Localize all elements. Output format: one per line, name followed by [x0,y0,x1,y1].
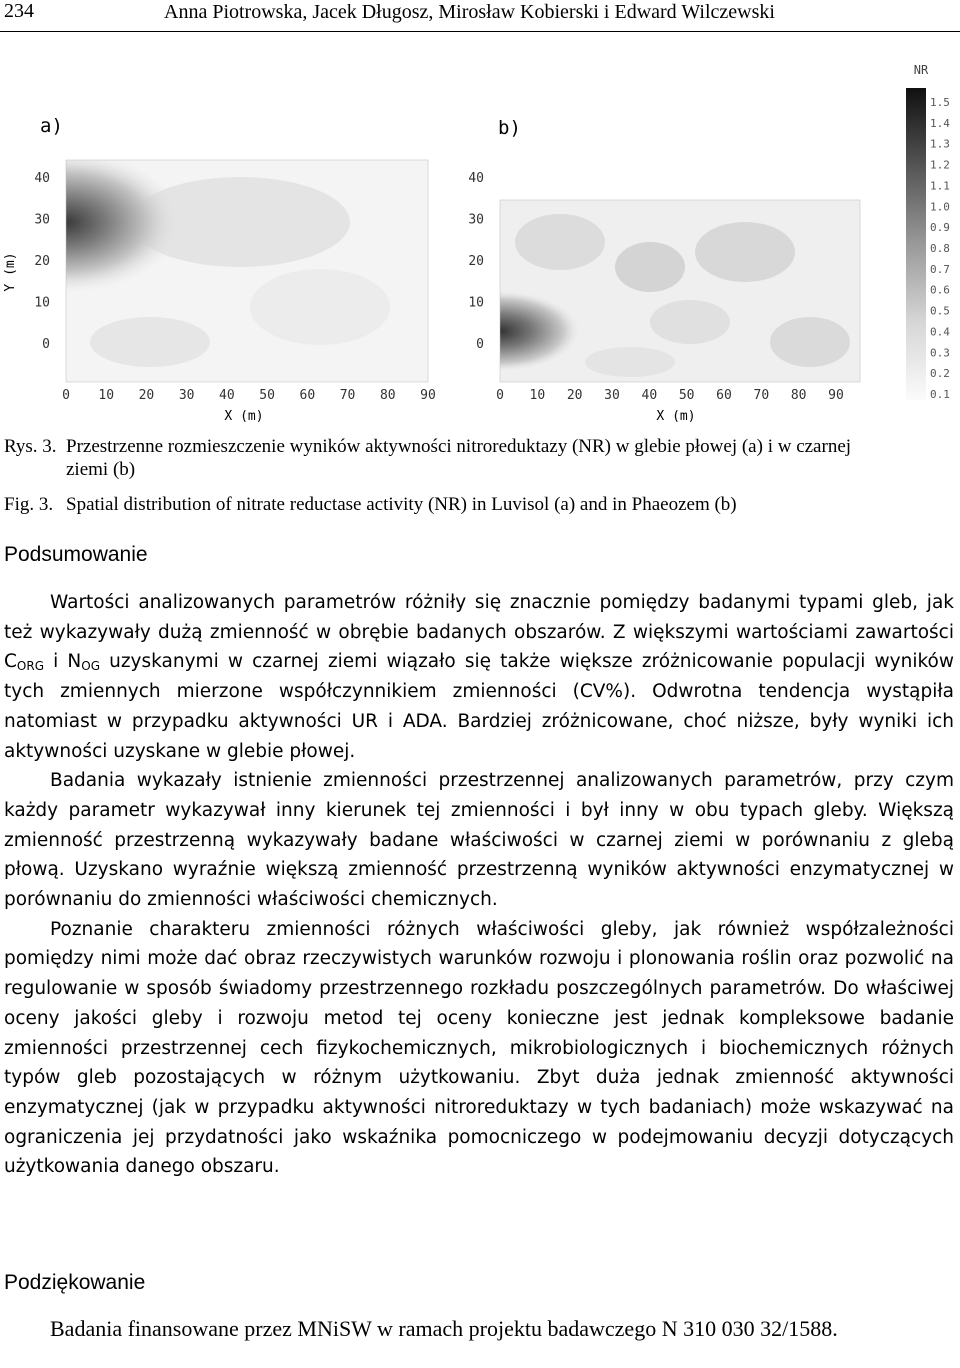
running-header [0,0,960,32]
colorbar-tick-label: 0.7 [930,262,950,276]
colorbar-tick-label: 1.1 [930,179,950,193]
panel-b-map [500,200,860,382]
colorbar-ticks [930,96,950,401]
paragraph-2: Badania wykazały istnienie zmienności przestrzennej analizowanych parametrów, przy czym każdy parametr wykazywał inny kierunek tej zmienności i był inny w obu typach gleby. Większą zmienność przestrzenną wykazywały badane właściwości w czarnej ziemi w porównaniu z glebą płową. Uzyskano wyraźnie większą zmienność przestrzenną wyników aktywności enzymatycznej w porównaniu do zmienności właściwości chemicznych. [4,770,954,911]
y-tick-label: 40 [34,171,50,186]
colorbar-tick-label: 0.8 [930,242,950,255]
x-tick-label: 80 [790,388,807,403]
x-tick-label: 90 [828,388,844,403]
section-title-acknowledgements: Podziękowanie [4,1271,146,1294]
panel-a-x-ticks [62,388,436,403]
colorbar-tick-label: 0.3 [930,346,950,360]
section-title-summary: Podsumowanie [4,543,148,566]
x-tick-label: 40 [219,388,235,403]
x-tick-label: 50 [259,388,275,403]
caption-english-text: Spatial distribution of nitrate reductase activity (NR) in Luvisol (a) and in Phaeozem (b) [66,494,737,515]
x-tick-label: 70 [339,388,356,403]
header-authors: Anna Piotrowska, Jacek Długosz, Mirosław Kobierski i Edward Wilczewski [164,1,775,23]
x-tick-label: 80 [379,388,396,403]
x-tick-label: 60 [716,388,732,403]
subscript-og: OG [81,659,100,674]
colorbar [906,88,926,400]
y-tick-label: 10 [468,295,484,311]
acknowledgements-text: Badania finansowane przez MNiSW w ramach projektu badawczego N 310 030 32/1588. [50,1316,838,1341]
x-tick-label: 60 [299,388,316,403]
x-tick-label: 10 [98,388,115,403]
x-tick-label: 70 [753,388,770,403]
caption-polish-line2: ziemi (b) [66,459,136,480]
colorbar-title: NR [913,63,929,77]
caption-polish-line1: Przestrzenne rozmieszczenie wyników aktywności nitroreduktazy (NR) w glebie płowej (a) i w czarnej [66,436,852,457]
y-tick-label: 30 [468,212,484,228]
x-tick-label: 50 [678,388,695,403]
y-tick-label: 40 [468,171,484,186]
x-tick-label: 0 [62,388,70,403]
colorbar-tick-label: 0.1 [930,388,950,401]
colorbar-tick-label: 0.2 [930,367,950,381]
x-tick-label: 40 [641,388,658,403]
x-tick-label: 0 [496,388,504,403]
panel-b-x-label: X (m) [656,409,696,422]
caption-english [4,493,956,516]
colorbar-tick-label: 0.5 [930,304,950,318]
x-tick-label: 30 [178,388,195,403]
header-rule [0,31,960,32]
x-tick-label: 20 [566,388,583,403]
summary-body [4,588,954,1182]
colorbar-tick-label: 1.2 [930,158,950,172]
paragraph-1-text-a: Wartości analizowanych parametrów różniły się znacznie pomiędzy badanymi typami gleb, jak też wykazywały dużą zmienność w obrębie badanych obszarów. Z większymi wartościami zawartości C [4,592,954,673]
panel-a-label: a) [40,115,63,137]
colorbar-tick-label: 1.4 [930,116,950,130]
paragraph-1-text-b: i N [44,651,82,673]
panel-b-x-ticks [496,388,844,403]
colorbar-tick-label: 0.6 [930,283,950,297]
caption-polish-label: Rys. 3. [4,436,57,457]
x-tick-label: 20 [138,388,155,403]
subscript-org: ORG [16,659,45,674]
x-tick-label: 30 [604,388,620,403]
y-tick-label: 30 [34,212,50,228]
paragraph-3: Poznanie charakteru zmienności różnych właściwości gleby, jak również współzależności pomiędzy nimi może dać obraz rzeczywistych warunków rozwoju i plonowania roślin oraz pozwolić na regulowanie w sposób świadomy przestrzennego rozkładu poszczególnych parametrów. Do właściwej oceny jakości gleby i rozwoju metod tej oceny konieczne jest jednak kompleksowe badanie zmienności przestrzennej cech fizykochemicznych, mikrobiologicznych i biochemicznych różnych typów gleb pozostających w różnym użytkowaniu. Zbyt duża jednak zmienność aktywności enzymatycznej (jak w przypadku aktywności nitroreduktazy w tych badaniach) może wskazywać na ograniczenia jej przydatności jako wskaźnika pomocniczego w podejmowaniu decyzji dotyczących użytkowania danego obszaru. [4,918,954,1178]
panel-a-y-ticks [34,171,50,352]
paragraph-1-text-c: uzyskanymi w czarnej ziemi wiązało się także większe zróżnicowanie populacji wyników tych zmiennych mierzone współczynnikiem zmienności (CV%). Odwrotna tendencja wystąpiła natomiast w przypadku aktywności UR i ADA. Bardziej zróżnicowane, choć niższe, były wyniki ich aktywności uzyskane w glebie płowej. [4,651,954,762]
colorbar-tick-label: 0.9 [930,221,950,235]
panel-b-y-ticks [468,171,484,352]
y-tick-label: 10 [34,295,50,311]
panel-a-x-label: X (m) [224,409,264,422]
x-tick-label: 90 [420,388,436,403]
y-tick-label: 20 [468,254,484,269]
panel-a-y-label: Y (m) [3,252,18,292]
colorbar-tick-label: 1.0 [930,200,950,214]
page-number: 234 [4,0,34,22]
y-tick-label: 0 [42,337,50,352]
figure-svg [0,52,960,422]
colorbar-tick-label: 1.5 [930,96,950,109]
caption-polish [4,435,956,481]
figure-3 [0,52,960,422]
colorbar-tick-label: 1.3 [930,137,950,151]
y-tick-label: 20 [34,254,50,269]
y-tick-label: 0 [476,337,484,352]
panel-b-label: b) [498,117,521,139]
x-tick-label: 10 [529,388,546,403]
paragraph-1 [4,588,954,766]
colorbar-tick-label: 0.4 [930,325,950,339]
caption-english-label: Fig. 3. [4,494,54,515]
panel-a-map [66,160,428,382]
